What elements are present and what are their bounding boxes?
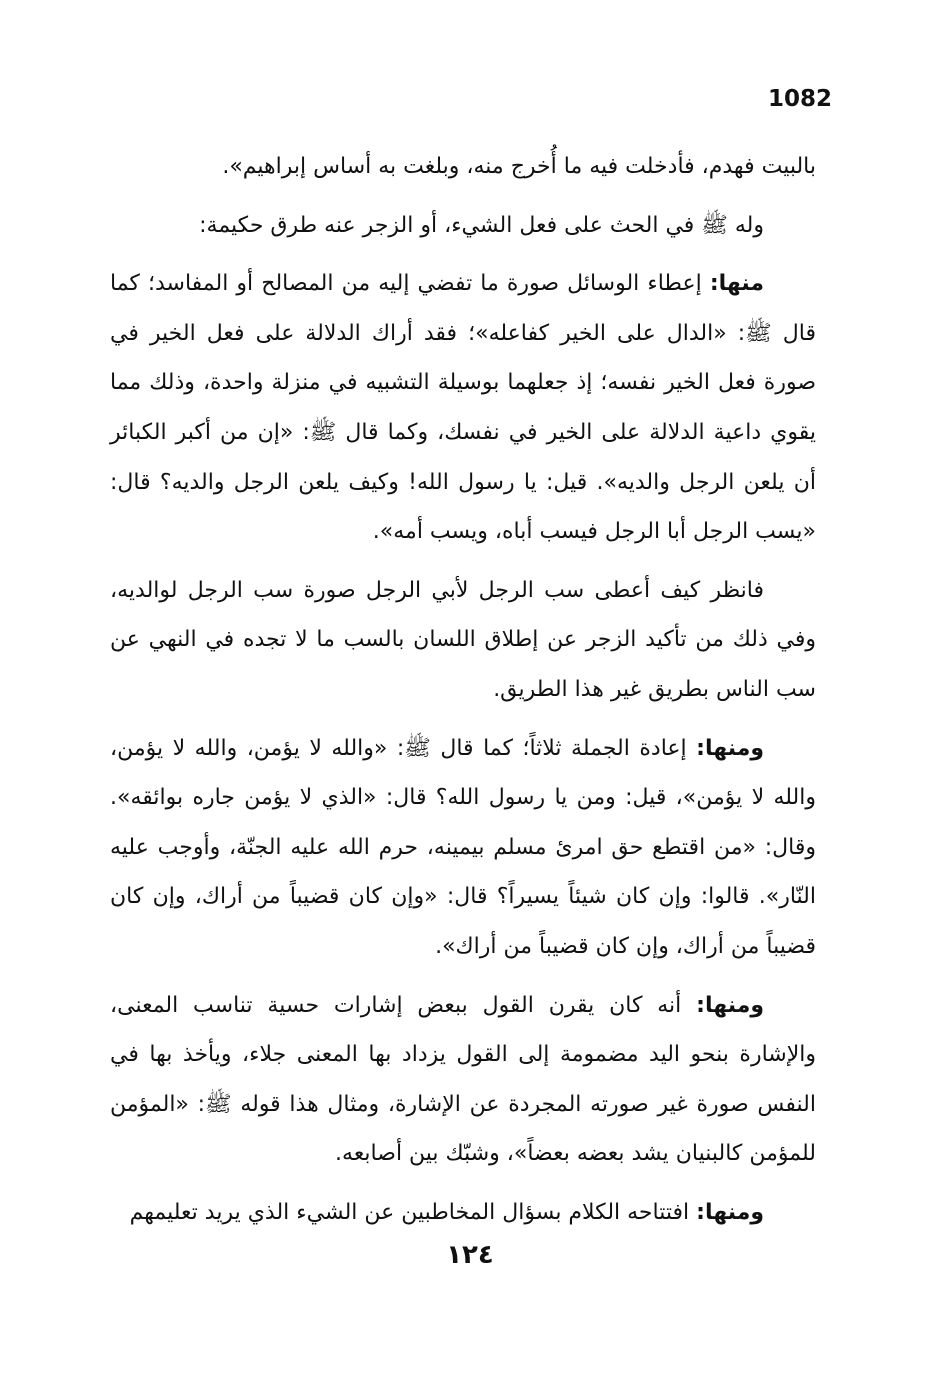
paragraph-text: أنه كان يقرن القول ببعض إشارات حسية تناسب المعنى، والإشارة بنحو اليد مضمومة إلى القول يزداد بها المعنى جلاء، ويأخذ بها في النفس صورة غير صورته المجردة عن الإشارة، ومثال هذا قوله ﷺ: «المؤمن للمؤمن كالبنيان يشد بعضه بعضاً»، وشبّك بين أصابعه. — [110, 992, 816, 1167]
paragraph-1 — [110, 142, 816, 192]
page-folio-number: ١٢٤ — [446, 1240, 494, 1270]
paragraph-6 — [110, 981, 816, 1179]
paragraph-text: افتتاحه الكلام بسؤال المخاطبين عن الشيء الذي يريد تعليمهم — [129, 1199, 697, 1225]
paragraph-2 — [110, 201, 816, 251]
paragraph-4 — [110, 566, 816, 715]
paragraph-7 — [110, 1188, 816, 1238]
volume-page-number: 1082 — [768, 86, 833, 112]
paragraph-text: إعادة الجملة ثلاثاً؛ كما قال ﷺ: «والله لا يؤمن، والله لا يؤمن، والله لا يؤمن»، قيل: ومن يا رسول الله؟ قال: «الذي لا يؤمن جاره بوائقه». وقال: «من اقتطع حق امرئ مسلم بيمينه، حرم الله عليه الجنّة، وأوجب عليه النّار». قالوا: وإن كان شيئاً يسيراً؟ قال: «وإن كان قضيباً من أراك، وإن كان قضيباً من أراك، وإن كان قضيباً من أراك». — [110, 735, 816, 959]
paragraph-text: وله ﷺ في الحث على فعل الشيء، أو الزجر عنه طرق حكيمة: — [199, 212, 764, 238]
body-text — [110, 142, 816, 1237]
paragraph-text: بالبيت فهدم، فأدخلت فيه ما أُخرج منه، وبلغت به أساس إبراهيم». — [222, 154, 816, 179]
paragraph-lead: ومنها: — [696, 1199, 764, 1225]
paragraph-lead: منها: — [709, 271, 764, 297]
paragraph-text: فانظر كيف أعطى سب الرجل لأبي الرجل صورة سب الرجل لوالديه، وفي ذلك من تأكيد الزجر عن إطلاق اللسان بالسب ما لا تجده في النهي عن سب الناس بطريق غير هذا الطريق. — [110, 577, 816, 702]
paragraph-5 — [110, 724, 816, 972]
paragraph-3 — [110, 259, 816, 557]
paragraph-text: إعطاء الوسائل صورة ما تفضي إليه من المصالح أو المفاسد؛ كما قال ﷺ: «الدال على الخير كفاعله»؛ فقد أراك الدلالة على فعل الخير في صورة فعل الخير نفسه؛ إذ جعلهما بوسيلة التشبيه في منزلة واحدة، وذلك مما يقوي داعية الدلالة على الخير في نفسك، وكما قال ﷺ: «إن من أكبر الكبائر أن يلعن الرجل والديه». قيل: يا رسول الله! وكيف يلعن الرجل والديه؟ قال: «يسب الرجل أبا الرجل فيسب أباه، ويسب أمه». — [110, 271, 816, 545]
paragraph-lead: ومنها: — [696, 735, 764, 761]
paragraph-lead: ومنها: — [696, 992, 764, 1018]
